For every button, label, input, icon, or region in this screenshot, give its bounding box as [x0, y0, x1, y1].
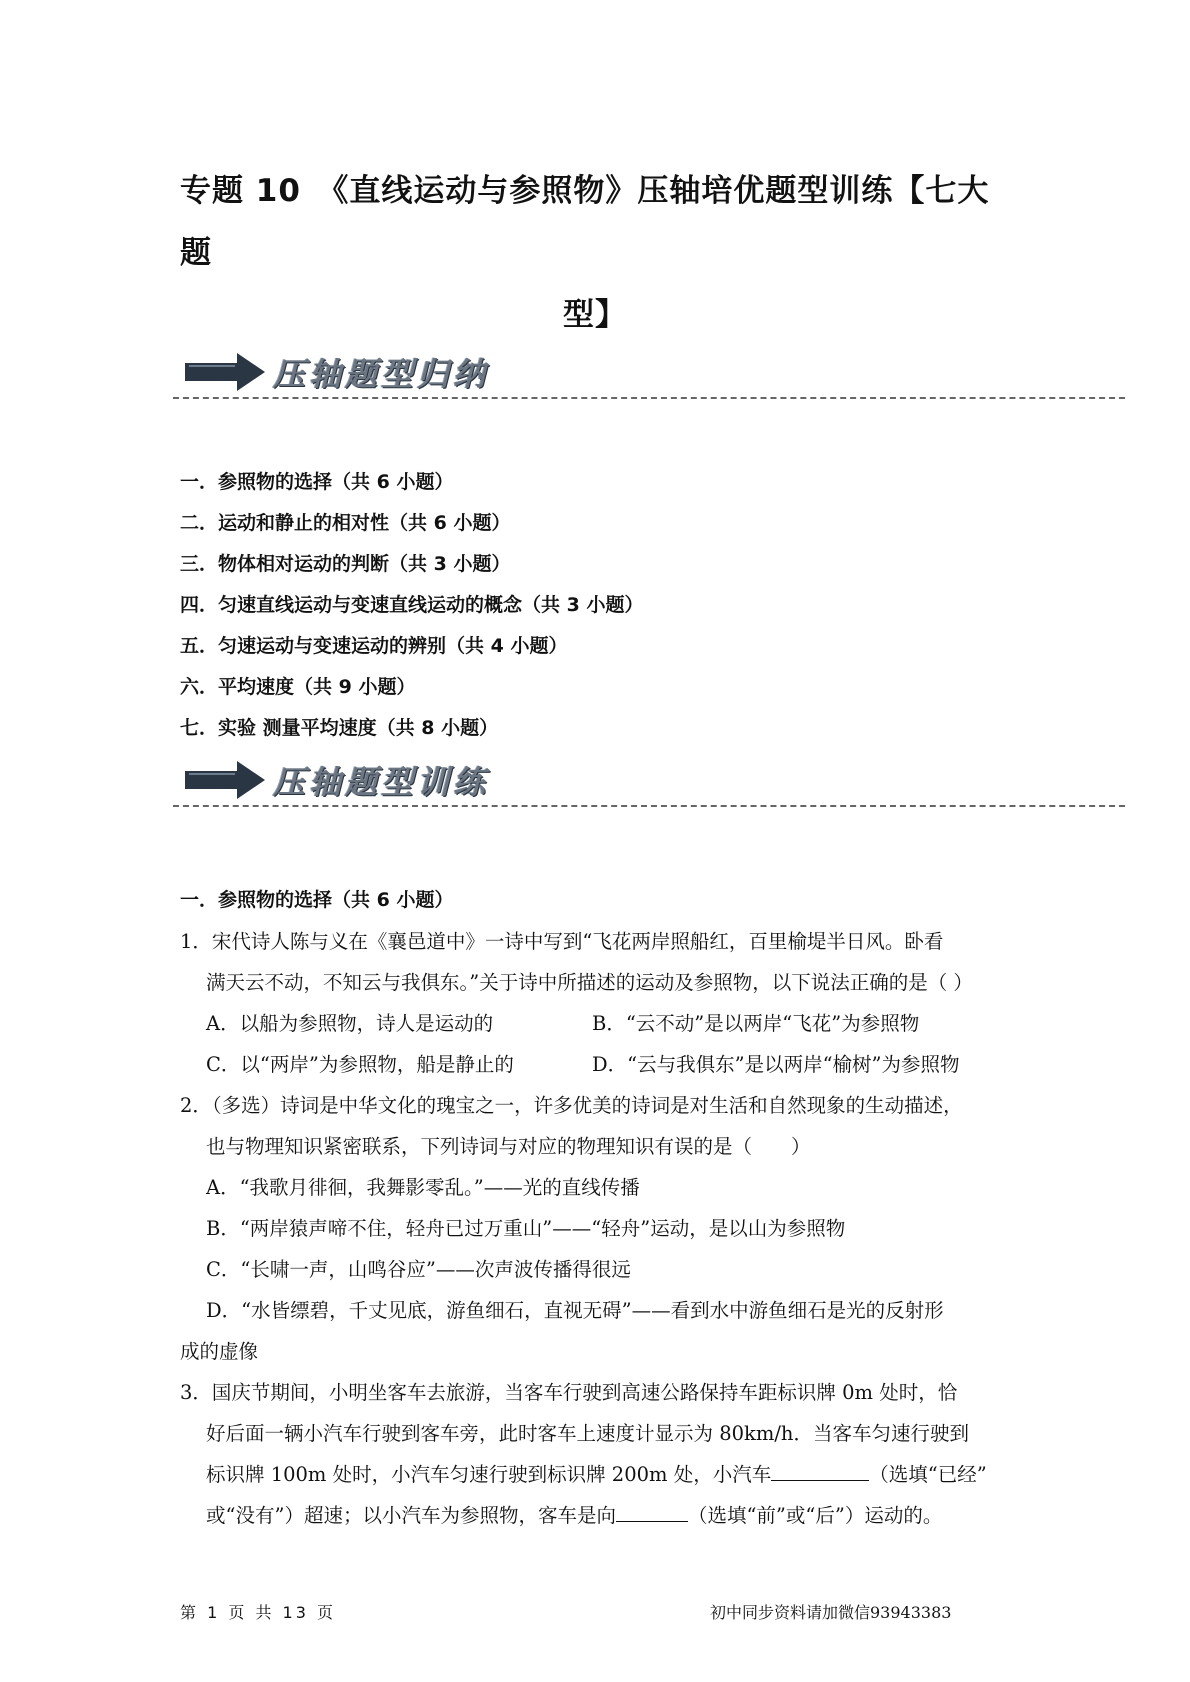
summary-banner-title: 压轴题型归纳 [273, 355, 490, 393]
title-line-2: 型】 [563, 297, 627, 333]
option-c: C．以“两岸”为参照物，船是静止的 [206, 1053, 514, 1076]
question-3 [180, 1372, 1020, 1536]
option-d-continued: 成的虚像 [180, 1340, 259, 1363]
topic-item: 五．匀速运动与变速运动的辨别（共 4 小题） [180, 635, 568, 657]
topic-item: 七．实验 测量平均速度（共 8 小题） [180, 717, 499, 739]
topic-item: 二．运动和静止的相对性（共 6 小题） [180, 512, 511, 534]
question-text: 2．（多选）诗词是中华文化的瑰宝之一，许多优美的诗词是对生活和自然现象的生动描述， [180, 1094, 963, 1117]
option-row [180, 1003, 1020, 1044]
question-text: 好后面一辆小汽车行驶到客车旁，此时客车上速度计显示为 80km/h．当客车匀速行驶到 [206, 1422, 969, 1445]
question-text-part: （选填“前”或“后”）运动的。 [687, 1504, 943, 1527]
arrow-icon [185, 353, 265, 391]
question-2 [180, 1085, 1020, 1372]
option-a: A．“我歌月徘徊，我舞影零乱。”——光的直线传播 [206, 1176, 640, 1199]
topic-item: 三．物体相对运动的判断（共 3 小题） [180, 553, 511, 575]
section-heading: 一．参照物的选择（共 6 小题） [180, 889, 454, 911]
option-a: A．以船为参照物，诗人是运动的 [206, 1012, 494, 1035]
option-d: D．“水皆缥碧，千丈见底，游鱼细石，直视无碍”——看到水中游鱼细石是光的反射形 [206, 1299, 944, 1322]
question-text: 也与物理知识紧密联系，下列诗词与对应的物理知识有误的是（ ） [206, 1135, 811, 1158]
option-b: B．“两岸猿声啼不住，轻舟已过万重山”——“轻舟”运动，是以山为参照物 [206, 1217, 846, 1240]
question-1 [180, 921, 1020, 1085]
question-text: 满天云不动，不知云与我俱东。”关于诗中所描述的运动及参照物，以下说法正确的是（ ） [206, 971, 973, 994]
summary-banner [185, 345, 1125, 405]
footer-note: 初中同步资料请加微信93943383 [710, 1603, 952, 1622]
divider [173, 397, 1125, 399]
document-title [180, 160, 1010, 346]
question-text: 3．国庆节期间，小明坐客车去旅游，当客车行驶到高速公路保持车距标识牌 0m 处时，恰 [180, 1381, 958, 1404]
training-banner [185, 753, 1125, 813]
topic-item: 一．参照物的选择（共 6 小题） [180, 471, 454, 493]
option-b: B．“云不动”是以两岸“飞花”为参照物 [592, 1012, 920, 1035]
option-c: C．“长啸一声，山鸣谷应”——次声波传播得很远 [206, 1258, 631, 1281]
question-text: 1．宋代诗人陈与义在《襄邑道中》一诗中写到“飞花两岸照船红，百里榆堤半日风。卧看 [180, 930, 944, 953]
page-number: 第 1 页 共 13 页 [180, 1603, 336, 1622]
title-line-1: 专题 10 《直线运动与参照物》压轴培优题型训练【七大题 [180, 173, 990, 271]
questions [180, 880, 1020, 1536]
topic-item: 四．匀速直线运动与变速直线运动的概念（共 3 小题） [180, 594, 644, 616]
question-text [180, 1495, 1020, 1536]
question-text-part: 或“没有”）超速；以小汽车为参照物，客车是向 [206, 1504, 616, 1527]
question-text-part: （选填“已经” [869, 1463, 987, 1486]
training-banner-title: 压轴题型训练 [273, 763, 490, 801]
arrow-icon [185, 761, 265, 799]
topic-item: 六．平均速度（共 9 小题） [180, 676, 416, 698]
divider [173, 805, 1125, 807]
option-d: D．“云与我俱东”是以两岸“榆树”为参照物 [592, 1053, 960, 1076]
answer-blank[interactable] [616, 1499, 688, 1522]
question-text-part: 标识牌 100m 处时，小汽车匀速行驶到标识牌 200m 处，小汽车 [206, 1463, 772, 1486]
question-text [180, 1454, 1020, 1495]
option-row [180, 1044, 1020, 1085]
answer-blank[interactable] [771, 1458, 869, 1481]
topic-list [180, 462, 643, 749]
